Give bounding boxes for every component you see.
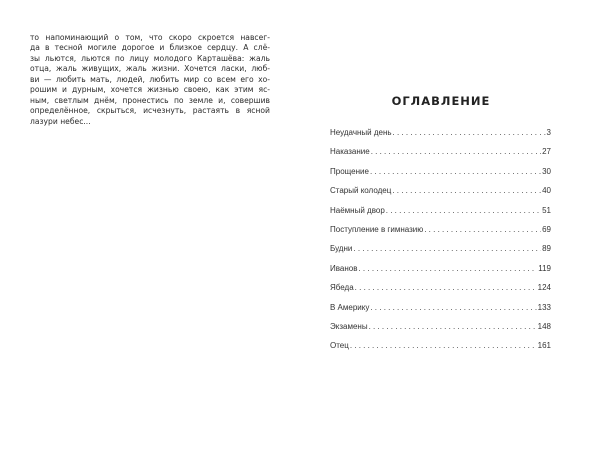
toc-entry-page: 51 <box>542 205 551 215</box>
toc-entry-title: Отец <box>330 341 349 351</box>
toc-entry[interactable] <box>330 147 551 166</box>
dot-leader <box>350 341 537 350</box>
toc-entry-title: Наёмный двор <box>330 205 385 215</box>
toc-entry[interactable] <box>330 206 551 225</box>
toc-entry-title: В Америку <box>330 302 370 312</box>
text-line: ви — любить мать, людей, любить мир со всем его хо- <box>30 74 270 84</box>
toc-entry-page: 119 <box>538 263 551 273</box>
dot-leader <box>386 206 541 215</box>
dot-leader <box>370 167 541 176</box>
dot-leader <box>353 244 541 253</box>
dot-leader <box>355 283 537 292</box>
toc-entry[interactable] <box>330 225 551 244</box>
dot-leader <box>392 186 541 195</box>
toc-entry-page: 27 <box>542 147 551 157</box>
toc-entry-page: 161 <box>537 341 551 351</box>
text-line: то напоминающий о том, что скоро скроется навсег- <box>30 33 270 42</box>
text-line: рошим и дурным, хочется жизнью своею, как этим яс- <box>30 85 270 95</box>
toc-entry-title: Поступление в гимназию <box>330 224 424 234</box>
toc-entry[interactable] <box>330 322 551 341</box>
dot-leader <box>370 303 536 312</box>
text-line: определённое, скрыться, исчезнуть, растаять в ясной <box>30 106 270 116</box>
toc-entry[interactable] <box>330 128 551 147</box>
toc-entry[interactable] <box>330 186 551 205</box>
left-page-text <box>30 33 270 127</box>
toc-entry-title: Старый колодец <box>330 186 392 196</box>
text-line: зы льются, льются по лицу молодого Карташёва: жаль <box>30 53 270 63</box>
dot-leader <box>358 264 537 273</box>
toc-entry-title: Будни <box>330 244 353 254</box>
toc-entry-page: 89 <box>542 244 551 254</box>
text-line: отца, жаль живущих, жаль жизни. Хочется ласки, люб- <box>30 64 270 74</box>
text-line: лазури небес... <box>30 116 91 126</box>
toc-entry-page: 124 <box>537 283 551 293</box>
toc-entry-page: 148 <box>537 321 551 331</box>
toc-entry-page: 69 <box>542 224 551 234</box>
toc-title: ОГЛАВЛЕНИЕ <box>391 94 491 108</box>
toc-entry[interactable] <box>330 303 551 322</box>
toc-entry[interactable] <box>330 341 551 360</box>
table-of-contents <box>330 128 551 361</box>
text-line: да в тесной могиле дорогое и близкое сердцу. А слё- <box>30 43 270 53</box>
toc-entry-page: 133 <box>537 302 551 312</box>
toc-entry-title: Прощение <box>330 166 369 176</box>
toc-entry-title: Иванов <box>330 263 358 273</box>
toc-entry-title: Ябеда <box>330 283 354 293</box>
toc-entry[interactable] <box>330 244 551 263</box>
toc-entry-title: Экзамены <box>330 321 368 331</box>
dot-leader <box>369 322 537 331</box>
toc-entry[interactable] <box>330 167 551 186</box>
dot-leader <box>424 225 541 234</box>
dot-leader <box>371 147 541 156</box>
toc-entry-title: Наказание <box>330 147 370 157</box>
dot-leader <box>393 128 546 137</box>
toc-entry-page: 3 <box>546 128 551 137</box>
toc-entry-page: 40 <box>542 186 551 196</box>
toc-entry-title: Неудачный день <box>330 128 392 137</box>
toc-entry-page: 30 <box>542 166 551 176</box>
toc-entry[interactable] <box>330 264 551 283</box>
text-line: ным, светлым днём, пронестись по земле и, совершив <box>30 95 270 105</box>
toc-entry[interactable] <box>330 283 551 302</box>
